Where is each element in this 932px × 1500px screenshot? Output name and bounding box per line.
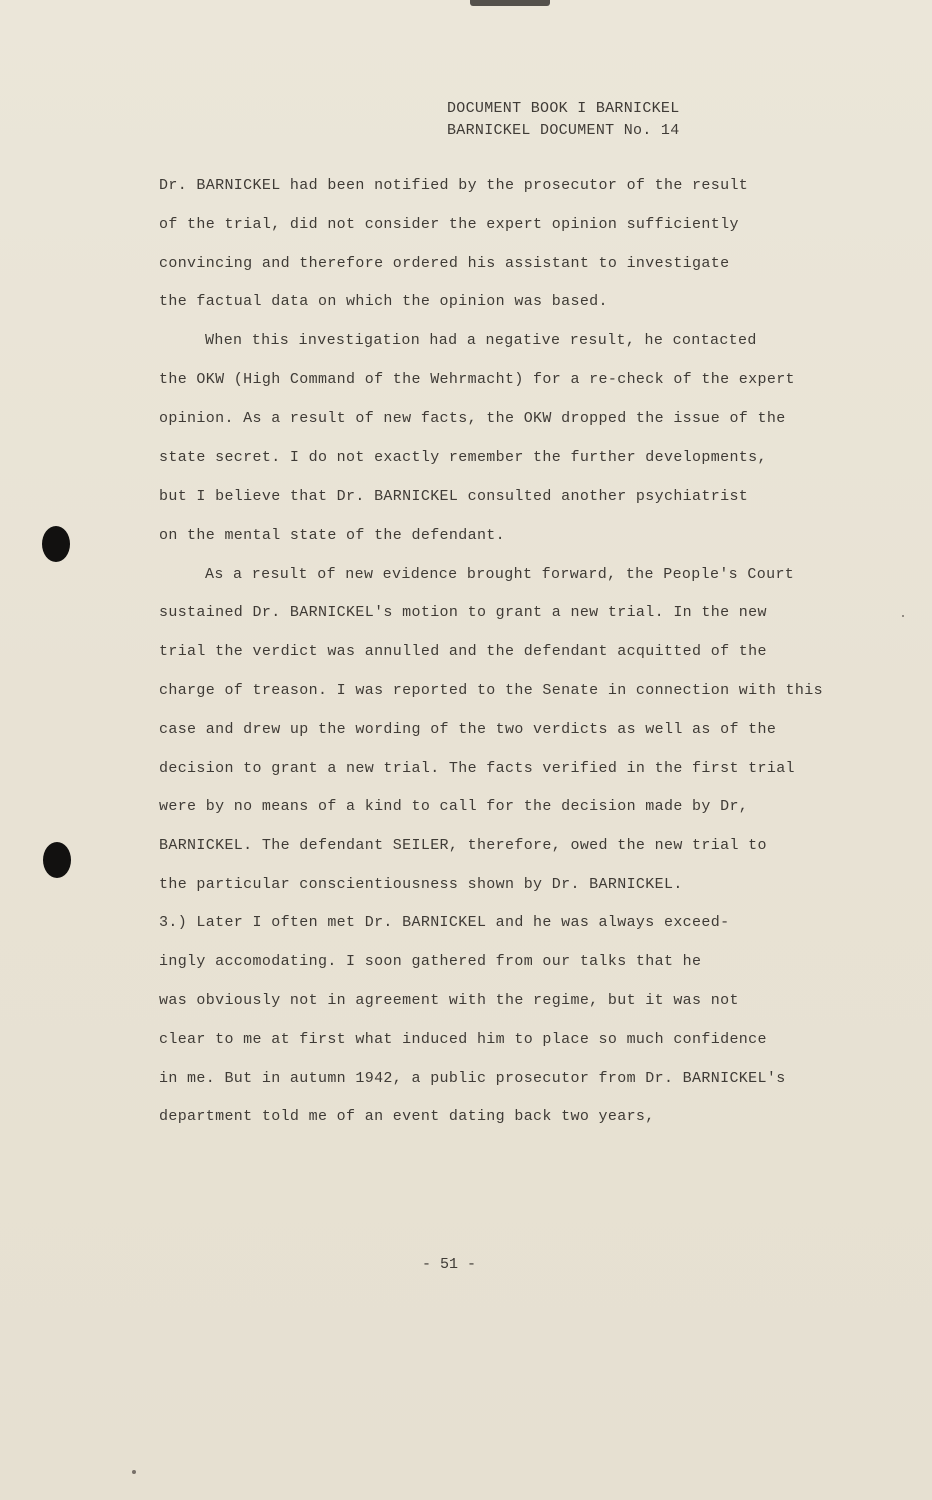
body-line: department told me of an event dating back two years, <box>159 1108 655 1125</box>
body-line: decision to grant a new trial. The facts verified in the first trial <box>159 760 795 777</box>
body-line: case and drew up the wording of the two verdicts as well as of the <box>159 721 777 738</box>
header-line-1: DOCUMENT BOOK I BARNICKEL <box>447 100 680 117</box>
document-header <box>447 98 680 142</box>
binder-tab <box>470 0 550 6</box>
body-line: in me. But in autumn 1942, a public prosecutor from Dr. BARNICKEL's <box>159 1070 786 1087</box>
body-line: the factual data on which the opinion was based. <box>159 293 608 310</box>
body-line: the OKW (High Command of the Wehrmacht) for a re-check of the expert <box>159 371 795 388</box>
body-line: trial the verdict was annulled and the defendant acquitted of the <box>159 643 767 660</box>
paper-speck <box>902 615 904 617</box>
body-line: As a result of new evidence brought forward, the People's Court <box>205 566 795 583</box>
body-line: Dr. BARNICKEL had been notified by the prosecutor of the result <box>159 177 749 194</box>
page-number: - 51 - <box>422 1256 477 1273</box>
body-line: convincing and therefore ordered his assistant to investigate <box>159 255 730 272</box>
body-line: opinion. As a result of new facts, the OKW dropped the issue of the <box>159 410 786 427</box>
punch-hole <box>43 842 71 878</box>
body-line: ingly accomodating. I soon gathered from our talks that he <box>159 953 702 970</box>
body-line: BARNICKEL. The defendant SEILER, therefore, owed the new trial to <box>159 837 767 854</box>
body-line: sustained Dr. BARNICKEL's motion to grant a new trial. In the new <box>159 604 767 621</box>
header-line-2: BARNICKEL DOCUMENT No. 14 <box>447 122 680 139</box>
punch-hole <box>42 526 70 562</box>
body-line: was obviously not in agreement with the regime, but it was not <box>159 992 739 1009</box>
body-line: 3.) Later I often met Dr. BARNICKEL and he was always exceed- <box>159 914 730 931</box>
body-line: of the trial, did not consider the expert opinion sufficiently <box>159 216 739 233</box>
body-line: clear to me at first what induced him to place so much confidence <box>159 1031 767 1048</box>
body-line: the particular conscientiousness shown by Dr. BARNICKEL. <box>159 876 683 893</box>
body-line: When this investigation had a negative result, he contacted <box>205 332 757 349</box>
paper-speck <box>132 1470 136 1474</box>
body-line: on the mental state of the defendant. <box>159 527 506 544</box>
body-line: but I believe that Dr. BARNICKEL consulted another psychiatrist <box>159 488 749 505</box>
body-line: charge of treason. I was reported to the Senate in connection with this <box>159 682 823 699</box>
body-line: were by no means of a kind to call for the decision made by Dr, <box>159 798 749 815</box>
body-line: state secret. I do not exactly remember the further developments, <box>159 449 767 466</box>
